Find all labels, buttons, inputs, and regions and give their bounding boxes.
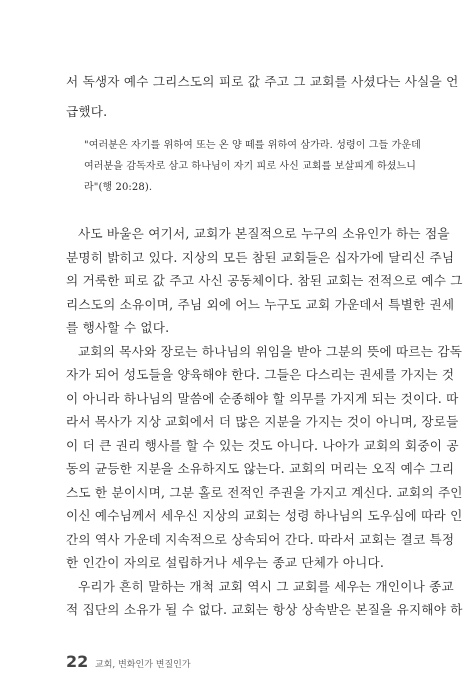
text-line: 라서 목사가 지상 교회에서 더 많은 지분을 가지는 것이 아니며, 장로들 xyxy=(66,414,459,429)
text-line: 우리가 흔히 말하는 개척 교회 역시 그 교회를 세우는 개인이나 종교 xyxy=(78,578,454,594)
text-line: 급했다. xyxy=(66,104,108,119)
text-line: 리스도의 소유이며, 주님 외에 어느 누구도 교회 가운데서 특별한 권세 xyxy=(66,296,455,312)
text-line: 교회의 목사와 장로는 하나님의 위임을 받아 그분의 뜻에 따르는 감독 xyxy=(78,343,463,359)
text-line: 자가 되어 성도들을 양육해야 한다. 그들은 다스리는 권세를 가지는 것 xyxy=(66,367,455,382)
text-line: 간의 역사 가운데 지속적으로 상속되어 간다. 따라서 교회는 결코 특정 xyxy=(66,531,455,547)
text-line: 이 더 큰 권리 행사를 할 수 있는 것도 아니다. 나아가 교회의 회중이 공 xyxy=(66,437,459,453)
text-line: 를 행사할 수 없다. xyxy=(66,320,170,335)
page-number: 22 xyxy=(66,652,89,671)
text-line: 이신 예수님께서 세우신 지상의 교회는 성령 하나님의 도우심에 따라 인 xyxy=(66,508,463,523)
text-line: 의 거룩한 피로 값 주고 사신 공동체이다. 참된 교회는 전적으로 예수 그 xyxy=(66,273,463,288)
quote-line: "여러분은 자기를 위하여 또는 온 양 떼를 위하여 삼가라. 성령이 그들 가운데 xyxy=(84,140,421,151)
text-line: 사도 바울은 여기서, 교회가 본질적으로 누구의 소유인가 하는 점을 xyxy=(78,226,450,241)
text-line: 이 아니라 하나님의 말씀에 순종해야 할 의무를 가지게 되는 것이다. 따 xyxy=(66,390,459,406)
text-line: 한 인간이 자의로 설립하거나 세우는 종교 단체가 아니다. xyxy=(66,555,385,570)
quote-line: 라"(행 20:28). xyxy=(84,182,153,193)
text-line: 분명히 밝히고 있다. 지상의 모든 참된 교회들은 십자가에 달리신 주님 xyxy=(66,249,455,265)
quote-line: 여러분을 감독자로 삼고 하나님이 자기 피로 사신 교회를 보살피게 하셨느니 xyxy=(84,161,417,172)
text-line: 서 독생자 예수 그리스도의 피로 값 주고 그 교회를 사셨다는 사실을 언 xyxy=(66,74,459,89)
text-line: 동의 균등한 지분을 소유하지도 않는다. 교회의 머리는 오직 예수 그리 xyxy=(66,461,455,476)
text-line: 스도 한 분이시며, 그분 홀로 전적인 주권을 가지고 계신다. 교회의 주인 xyxy=(66,484,463,500)
running-title: 교회, 변화인가 변질인가 xyxy=(95,660,191,670)
text-line: 적 집단의 소유가 될 수 없다. 교회는 항상 상속받은 본질을 유지해야 하 xyxy=(66,602,463,617)
